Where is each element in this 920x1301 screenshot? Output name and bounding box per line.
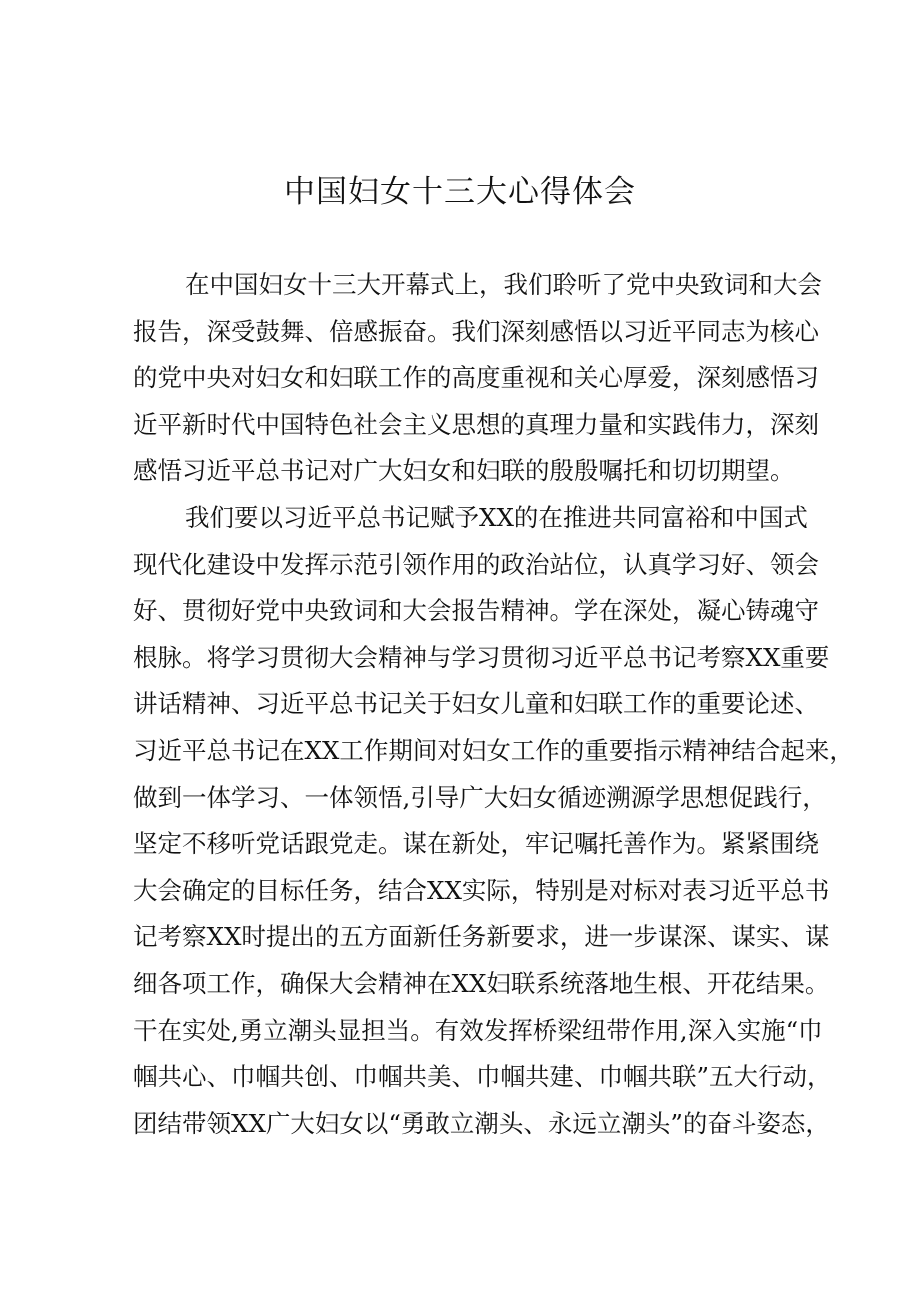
text-line: 好、贯彻好党中央致词和大会报告精神。学在深处，凝心铸魂守 [133, 596, 819, 626]
text-line: 感悟习近平总书记对广大妇女和妇联的殷殷嘱托和切切期望。 [133, 456, 795, 486]
text-line: 记考察XX时提出的五方面新任务新要求，进一步谋深、谋实、谋 [133, 922, 830, 952]
text-line: 报告，深受鼓舞、倍感振奋。我们深刻感悟以习近平同志为核心 [133, 316, 819, 346]
text-line: 做到一体学习、一体领悟,引导广大妇女循迹溯源学思想促践行， [133, 782, 827, 812]
text-line: 细各项工作，确保大会精神在XX妇联系统落地生根、开花结果。 [133, 968, 830, 998]
text-line: 在中国妇女十三大开幕式上，我们聆听了党中央致词和大会 [185, 270, 822, 299]
text-line: 我们要以习近平总书记赋予XX的在推进共同富裕和中国式 [185, 502, 808, 532]
text-line: 现代化建设中发挥示范引领作用的政治站位，认真学习好、领会 [133, 549, 819, 579]
text-line: 帼共心、巾帼共创、巾帼共美、巾帼共建、巾帼共联”五大行动， [133, 1062, 832, 1092]
text-line: 根脉。将学习贯彻大会精神与学习贯彻习近平总书记考察XX重要 [133, 642, 830, 672]
paragraph-1 [133, 266, 822, 499]
text-line: 大会确定的目标任务，结合XX实际，特别是对标对表习近平总书 [133, 875, 830, 905]
text-line: 团结带领XX广大妇女以“勇敢立潮头、永远立潮头”的奋斗姿态， [133, 1108, 830, 1138]
text-line: 的党中央对妇女和妇联工作的高度重视和关心厚爱，深刻感悟习 [133, 363, 819, 393]
text-line: 坚定不移听党话跟党走。谋在新处，牢记嘱托善作为。紧紧围绕 [133, 829, 819, 859]
text-line: 习近平总书记在XX工作期间对妇女工作的重要指示精神结合起来， [133, 735, 854, 765]
text-line: 干在实处,勇立潮头显担当。有效发挥桥梁纽带作用,深入实施“巾 [133, 1015, 823, 1045]
document-title: 中国妇女十三大心得体会 [284, 174, 636, 210]
text-line: 讲话精神、习近平总书记关于妇女儿童和妇联工作的重要论述、 [133, 689, 819, 719]
document-body [133, 266, 854, 1151]
text-line: 近平新时代中国特色社会主义思想的真理力量和实践伟力，深刻 [133, 409, 819, 439]
paragraph-2 [133, 499, 854, 1151]
